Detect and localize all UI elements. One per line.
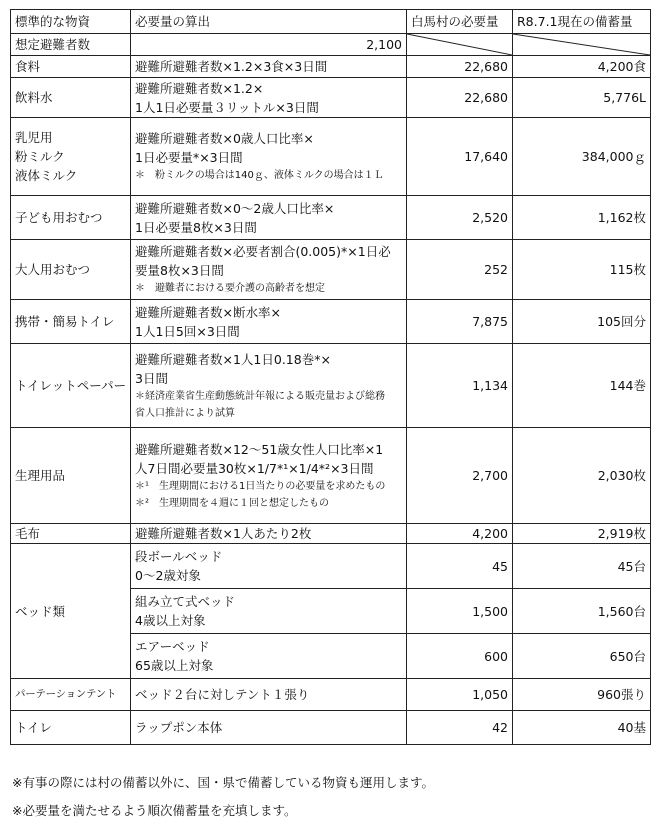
header-calculation: 必要量の算出 <box>131 10 407 34</box>
footnotes <box>12 770 434 826</box>
table-row <box>11 524 651 544</box>
calculation-cell <box>131 524 407 544</box>
stock-amount: 1,162枚 <box>513 196 651 240</box>
calculation-cell <box>131 118 407 196</box>
calculation-cell <box>131 344 407 428</box>
required-amount: 45 <box>407 544 513 589</box>
item-name: 液体ミルク <box>15 168 78 183</box>
calculation-note: 省人口推計により試算 <box>135 407 235 419</box>
calculation-cell <box>131 544 407 589</box>
calculation-cell <box>131 196 407 240</box>
required-amount: 22,680 <box>407 56 513 78</box>
item-name: 生理用品 <box>11 428 131 524</box>
calculation-line: 避難所避難者数×0歳人口比率× <box>135 131 314 146</box>
calculation-note: ＊経済産業省生産動態統計年報による販売量および総務 <box>135 390 385 402</box>
calculation-cell <box>131 679 407 711</box>
calculation-line: 避難所避難者数×1人あたり2枚 <box>135 526 312 541</box>
bed-target: 4歳以上対象 <box>135 613 206 628</box>
stockpile-table <box>10 9 651 745</box>
header-stock: R8.7.1現在の備蓄量 <box>513 10 651 34</box>
table-row <box>11 300 651 344</box>
calculation-cell <box>131 300 407 344</box>
calculation-line: 1人1日必要量３リットル×3日間 <box>135 99 319 115</box>
calculation-line: 避難所避難者数×1.2× <box>135 80 264 96</box>
bed-type: 組み立て式ベッド <box>135 594 236 609</box>
table-row <box>11 711 651 745</box>
item-name: パーテーションテント <box>11 679 131 711</box>
table-row <box>11 428 651 524</box>
bed-target: 0～2歳対象 <box>135 568 201 583</box>
calculation-line: ベッド２台に対しテント１張り <box>135 687 310 702</box>
bed-row <box>11 544 651 589</box>
item-name: 大人用おむつ <box>11 240 131 300</box>
required-amount: 4,200 <box>407 524 513 544</box>
item-name: 子ども用おむつ <box>11 196 131 240</box>
stock-amount: 650台 <box>513 634 651 679</box>
required-amount: 42 <box>407 711 513 745</box>
stock-amount: 105回分 <box>513 300 651 344</box>
table-row <box>11 56 651 78</box>
item-name: ベッド類 <box>11 544 131 679</box>
stock-amount: 4,200食 <box>513 56 651 78</box>
table-row <box>11 240 651 300</box>
required-amount: 22,680 <box>407 78 513 118</box>
calculation-note: ＊ 粉ミルクの場合は140ｇ、液体ミルクの場合は１Ｌ <box>135 170 384 181</box>
required-amount: 1,500 <box>407 589 513 634</box>
calculation-cell <box>131 589 407 634</box>
calculation-line: 要量8枚×3日間 <box>135 263 224 278</box>
evacuees-label: 想定避難者数 <box>11 34 131 56</box>
required-amount: 2,700 <box>407 428 513 524</box>
blank-cell-diagonal <box>407 34 513 56</box>
calculation-line: 避難所避難者数×12～51歳女性人口比率×1 <box>135 441 384 457</box>
stock-amount: 115枚 <box>513 240 651 300</box>
stock-amount: 45台 <box>513 544 651 589</box>
calculation-line: 避難所避難者数×0～2歳人口比率× <box>135 200 335 216</box>
item-cell <box>11 118 131 196</box>
calculation-line: 1人1日5回×3日間 <box>135 323 240 339</box>
required-amount: 252 <box>407 240 513 300</box>
required-amount: 7,875 <box>407 300 513 344</box>
item-name: 食料 <box>11 56 131 78</box>
calculation-cell <box>131 711 407 745</box>
bed-type: 段ボールベッド <box>135 549 223 564</box>
item-name: トイレットペーパー <box>11 344 131 428</box>
stock-amount: 5,776L <box>513 78 651 118</box>
item-name: 毛布 <box>11 524 131 544</box>
table-row <box>11 78 651 118</box>
bed-type: エアーベッド <box>135 639 210 654</box>
stock-amount: 1,560台 <box>513 589 651 634</box>
calculation-line: 1日必要量*×3日間 <box>135 150 243 165</box>
bed-target: 65歳以上対象 <box>135 658 214 673</box>
calculation-line: 人7日間必要量30枚×1/7*¹×1/4*²×3日間 <box>135 460 374 476</box>
item-name: 飲料水 <box>11 78 131 118</box>
calculation-line: ラップポン本体 <box>135 720 223 735</box>
calculation-line: 避難所避難者数×1.2×3食×3日間 <box>135 59 328 74</box>
table-row <box>11 196 651 240</box>
calculation-cell <box>131 56 407 78</box>
stock-amount: 2,030枚 <box>513 428 651 524</box>
evacuees-value: 2,100 <box>131 34 407 56</box>
item-name: トイレ <box>11 711 131 745</box>
calculation-note: ＊¹ 生理期間における1日当たりの必要量を求めたもの <box>135 480 386 492</box>
stock-amount: 144巻 <box>513 344 651 428</box>
calculation-cell <box>131 78 407 118</box>
required-amount: 1,050 <box>407 679 513 711</box>
required-amount: 17,640 <box>407 118 513 196</box>
blank-cell-diagonal <box>513 34 651 56</box>
header-required: 白馬村の必要量 <box>407 10 513 34</box>
footnote: ※必要量を満たせるよう順次備蓄量を充填します。 <box>12 803 297 818</box>
header-row <box>11 10 651 34</box>
calculation-line: 3日間 <box>135 370 168 386</box>
calculation-line: 1日必要量8枚×3日間 <box>135 219 257 235</box>
required-amount: 2,520 <box>407 196 513 240</box>
table-row <box>11 344 651 428</box>
calculation-line: 避難所避難者数×1人1日0.18巻*× <box>135 351 331 367</box>
item-name: 乳児用 <box>15 130 53 145</box>
stock-amount: 960張り <box>513 679 651 711</box>
stock-amount: 2,919枚 <box>513 524 651 544</box>
required-amount: 1,134 <box>407 344 513 428</box>
footnote: ※有事の際には村の備蓄以外に、国・県で備蓄している物資も運用します。 <box>12 775 434 790</box>
table-row <box>11 679 651 711</box>
stock-amount: 384,000ｇ <box>513 118 651 196</box>
required-amount: 600 <box>407 634 513 679</box>
calculation-cell <box>131 240 407 300</box>
calculation-line: 避難所避難者数×断水率× <box>135 304 281 320</box>
calculation-cell <box>131 428 407 524</box>
calculation-cell <box>131 634 407 679</box>
header-item: 標準的な物資 <box>11 10 131 34</box>
calculation-note: ＊² 生理期間を４週に１回と想定したもの <box>135 497 330 509</box>
item-name: 携帯・簡易トイレ <box>11 300 131 344</box>
evacuees-row <box>11 34 651 56</box>
stock-amount: 40基 <box>513 711 651 745</box>
item-name: 粉ミルク <box>15 149 65 164</box>
table-row <box>11 118 651 196</box>
calculation-line: 避難所避難者数×必要者割合(0.005)*×1日必 <box>135 244 391 259</box>
calculation-note: ＊ 避難者における要介護の高齢者を想定 <box>135 283 325 294</box>
